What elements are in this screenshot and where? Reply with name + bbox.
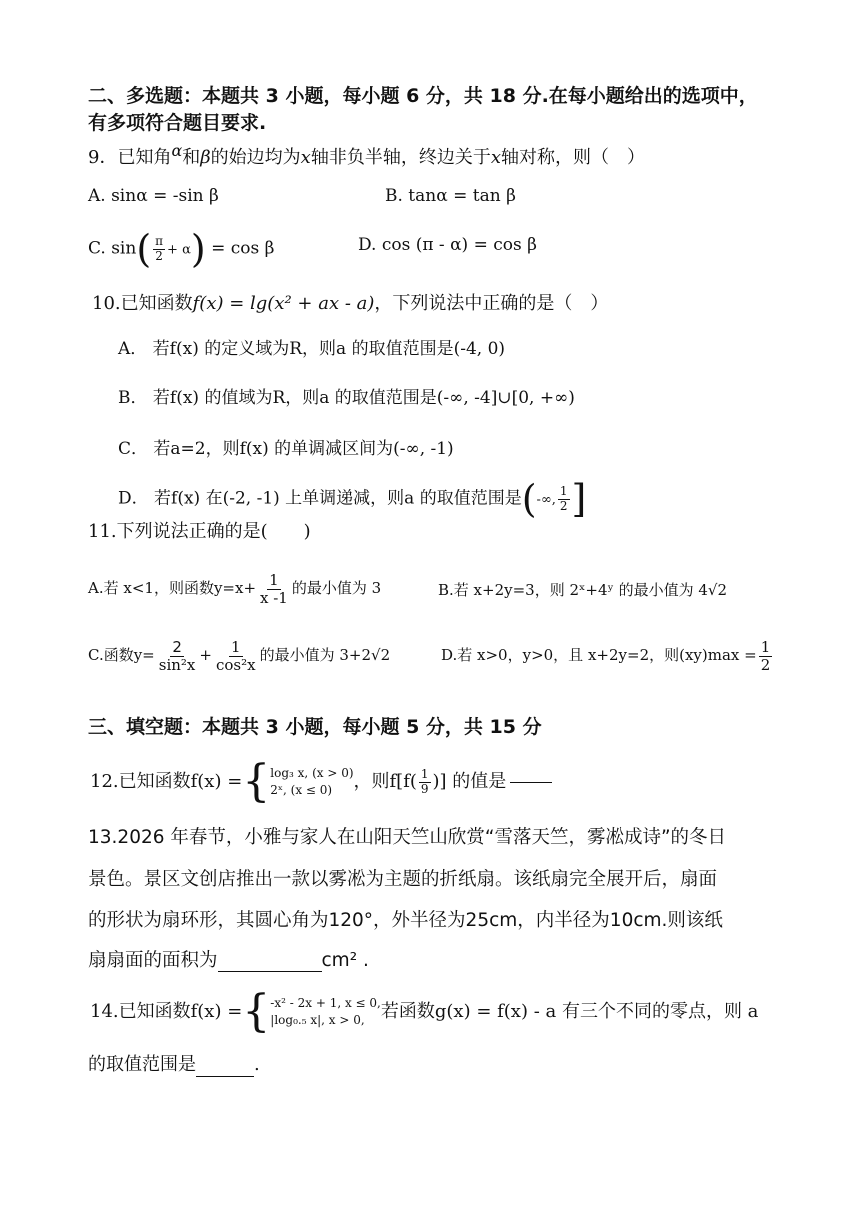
q11-c-fraction-2 xyxy=(214,639,258,673)
q10-stem-b: ，下列说法中正确的是（ ） xyxy=(374,293,609,314)
question-9-stem xyxy=(88,142,645,169)
q11-c-pre: C.函数y= xyxy=(88,646,155,664)
q10-func: f(x) = lg(x² + ax - a) xyxy=(192,293,375,314)
q9-c-mid: + α xyxy=(167,242,191,258)
q9-option-a: A. sinα = -sin β xyxy=(88,186,219,206)
q11-a-post: 的最小值为 3 xyxy=(291,579,382,597)
q10-option-a: A． 若f(x) 的定义域为R，则a 的取值范围是(-4, 0) xyxy=(118,339,506,359)
q9-c-post: = cos β xyxy=(211,238,275,259)
q13-line-2: 景色。景区文创店推出一款以雾凇为主题的折纸扇。该纸扇完全展开后，扇面 xyxy=(88,869,718,890)
q13-l4-pre: 扇扇面的面积为 xyxy=(88,950,218,971)
q9-x1: x xyxy=(300,147,311,168)
q9-stem-b: 和 xyxy=(182,147,201,168)
q11-c-n1: 2 xyxy=(172,638,182,656)
q12-answer-blank xyxy=(510,782,552,783)
q12-post: )] 的值是 xyxy=(432,771,507,792)
bracket-right: ] xyxy=(571,477,587,521)
q11-a-pre: A.若 x<1，则函数y=x+ xyxy=(88,579,257,597)
q14-l2-post: . xyxy=(254,1054,260,1075)
question-12 xyxy=(90,756,552,807)
q10-option-b: B． 若f(x) 的值域为R，则a 的取值范围是(-∞, -4]∪[0, +∞) xyxy=(118,388,575,408)
q14-l2-pre: 的取值范围是 xyxy=(88,1054,196,1075)
q11-option-b: B.若 x+2y=3，则 2ˣ+4ʸ 的最小值为 4√2 xyxy=(438,581,728,599)
q10-d-a: -∞, xyxy=(536,492,556,508)
q11-a-num: 1 xyxy=(269,571,279,589)
q10-d-num: 1 xyxy=(559,484,568,499)
q12-stem: 12.已知函数f(x) = xyxy=(90,771,243,792)
q11-d-num: 1 xyxy=(760,638,771,656)
q9-c-pre: C. sin xyxy=(88,238,137,259)
brace-left: { xyxy=(242,756,271,807)
q12-case-1: log₃ x, (x > 0) xyxy=(270,765,354,780)
q12-piecewise xyxy=(242,756,354,807)
q9-stem-a: 9．已知角 xyxy=(88,147,172,168)
q11-a-den: x -1 xyxy=(260,588,288,607)
section-2-heading-line2: 有多项符合题目要求. xyxy=(88,112,267,134)
q12-fraction xyxy=(419,768,431,795)
q11-option-c xyxy=(88,639,390,673)
q9-c-den: 2 xyxy=(155,248,163,263)
question-14 xyxy=(90,986,759,1037)
q14-cases xyxy=(270,995,381,1030)
q13-answer-blank xyxy=(218,950,322,972)
q9-c-fraction xyxy=(153,235,165,262)
q14-case-1: -x² - 2x + 1, x ≤ 0, xyxy=(270,995,381,1010)
q10-d-den: 2 xyxy=(559,498,568,513)
q13-line-3: 的形状为扇环形，其圆心角为120°，外半径为25cm，内半径为10cm.则该纸 xyxy=(88,910,723,931)
q10-option-d xyxy=(118,477,587,521)
question-11-stem: 11.下列说法正确的是( ) xyxy=(88,521,311,542)
q11-c-d2: cos²x xyxy=(215,655,256,674)
q9-option-d: D. cos (π - α) = cos β xyxy=(358,235,537,255)
q9-stem-d: 轴非负半轴，终边关于 xyxy=(310,147,491,168)
q11-c-fraction-1 xyxy=(157,639,198,673)
question-10-stem xyxy=(92,294,608,315)
q13-line-1: 13.2026 年春节，小雅与家人在山阳天竺山欣赏“雪落天竺，雾凇成诗”的冬日 xyxy=(88,827,727,848)
q9-c-num: π xyxy=(155,234,164,249)
q9-alpha: α xyxy=(171,141,183,160)
q14-mid: 若函数g(x) = f(x) - a 有三个不同的零点，则 a xyxy=(380,1001,759,1022)
paren-right: ) xyxy=(190,227,206,271)
q14-answer-blank xyxy=(196,1055,254,1077)
q10-stem: 10.已知函数 xyxy=(92,293,193,314)
section-3-heading: 三、填空题：本题共 3 小题，每小题 5 分，共 15 分 xyxy=(88,716,542,738)
q11-c-n2: 1 xyxy=(231,638,241,656)
paren-left: ( xyxy=(136,227,152,271)
q9-beta: β xyxy=(200,147,211,168)
section-2-heading-line1: 二、多选题：本题共 3 小题，每小题 6 分，共 18 分.在每小题给出的选项中， xyxy=(88,85,758,107)
paren-left: ( xyxy=(521,477,537,521)
q11-d-den: 2 xyxy=(760,655,771,674)
q11-c-d1: sin²x xyxy=(158,655,196,674)
q11-c-plus: + xyxy=(199,646,212,664)
q9-x2: x xyxy=(490,147,501,168)
q11-d-pre: D.若 x>0，y>0，且 x+2y=2，则(xy)max = xyxy=(441,646,757,664)
q14-case-2: |log₀.₅ x|, x > 0, xyxy=(270,1013,365,1027)
q9-stem-c: 的始边均为 xyxy=(210,147,301,168)
q12-case-2: 2ˣ, (x ≤ 0) xyxy=(270,783,333,797)
q12-cases xyxy=(270,765,353,800)
q14-line-2 xyxy=(88,1055,260,1077)
q11-a-fraction xyxy=(258,572,290,606)
q14-stem: 14.已知函数f(x) = xyxy=(90,1001,243,1022)
q10-option-c: C． 若a=2，则f(x) 的单调减区间为(-∞, -1) xyxy=(118,439,454,459)
brace-left: { xyxy=(242,986,271,1037)
q9-option-b: B. tanα = tan β xyxy=(385,186,516,206)
q12-mid: ，则f[f( xyxy=(353,771,417,792)
q13-l4-post: cm² . xyxy=(321,950,369,971)
q11-option-d xyxy=(441,639,774,673)
q12-den: 9 xyxy=(420,781,429,796)
q13-line-4 xyxy=(88,950,369,972)
q11-d-fraction xyxy=(759,639,773,673)
q10-d-pre: D． 若f(x) 在(-2, -1) 上单调递减，则a 的取值范围是 xyxy=(118,488,522,509)
q10-d-fraction xyxy=(558,485,570,512)
q9-stem-e: 轴对称，则（ ） xyxy=(500,147,645,168)
q11-option-a xyxy=(88,572,381,606)
q12-num: 1 xyxy=(420,767,429,782)
q9-option-c xyxy=(88,227,275,271)
q14-piecewise xyxy=(242,986,381,1037)
q11-c-post: 的最小值为 3+2√2 xyxy=(259,646,391,664)
